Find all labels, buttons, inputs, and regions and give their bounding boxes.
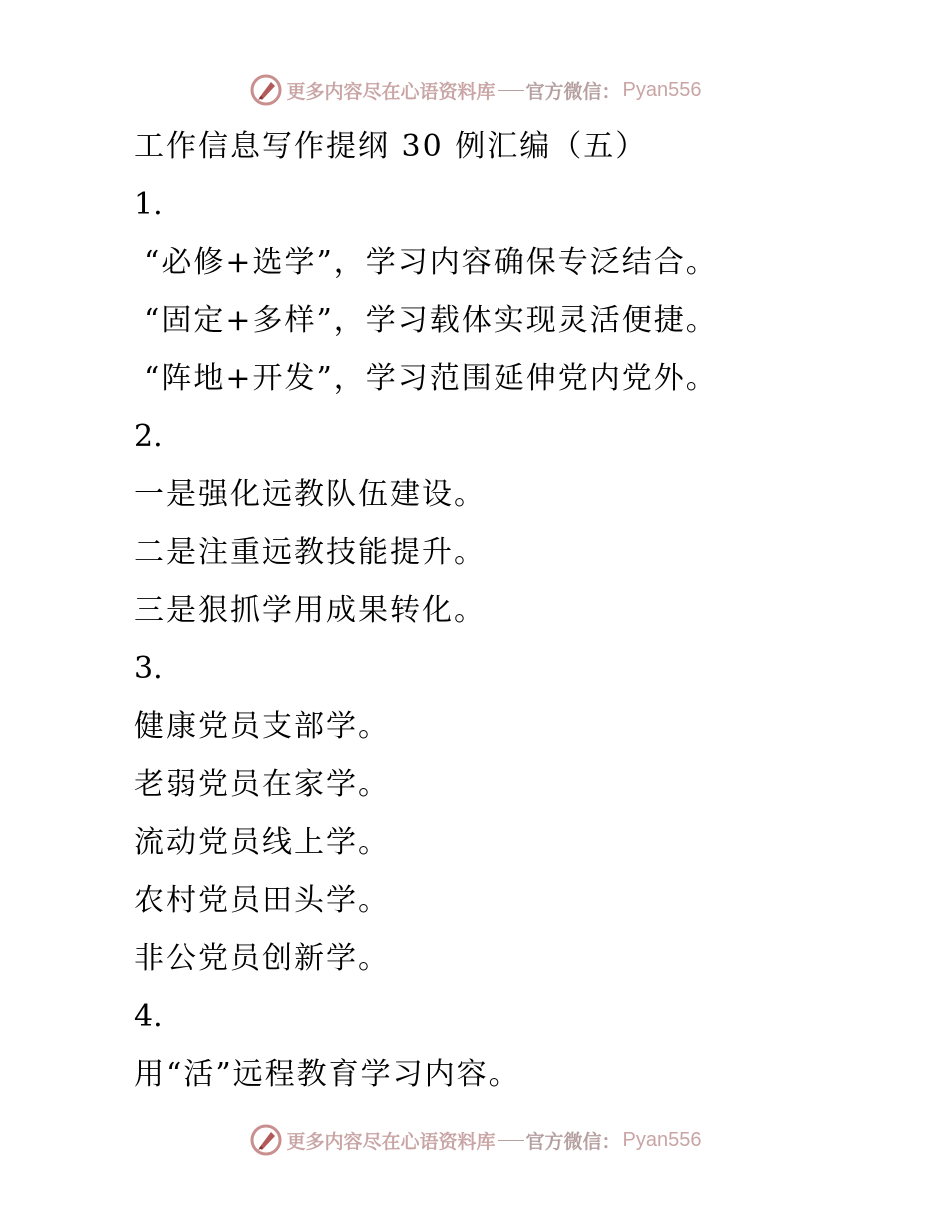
document-body	[134, 118, 914, 1104]
item-number-1: 1.	[134, 187, 163, 222]
banner-dash	[498, 1140, 524, 1141]
item-number-4: 4.	[134, 999, 163, 1034]
text-line: “必修+选学”，学习内容确保专泛结合。	[144, 245, 718, 280]
banner-brand-text: 更多内容尽在心语资料库	[286, 1130, 496, 1153]
item-number-3: 3.	[134, 651, 163, 686]
text-line: 老弱党员在家学。	[134, 767, 390, 802]
text-line: 健康党员支部学。	[134, 709, 390, 744]
text-line: 流动党员线上学。	[134, 825, 390, 860]
banner-wechat-id: Pyan556	[622, 1128, 702, 1151]
banner-brand-text: 更多内容尽在心语资料库	[286, 80, 496, 103]
text-line: “固定+多样”，学习载体实现灵活便捷。	[144, 303, 718, 338]
text-line: 用“活”远程教育学习内容。	[134, 1057, 521, 1092]
banner-dash	[498, 90, 524, 91]
pen-nib-circle-icon	[249, 73, 283, 107]
footer-watermark-banner	[0, 1120, 950, 1160]
banner-official-label: 官方微信：	[525, 1130, 621, 1153]
text-line: 一是强化远教队伍建设。	[134, 477, 486, 512]
text-line: 非公党员创新学。	[134, 941, 390, 976]
item-number-2: 2.	[134, 419, 163, 454]
text-line: 二是注重远教技能提升。	[134, 535, 486, 570]
text-line: “阵地+开发”，学习范围延伸党内党外。	[144, 361, 718, 396]
document-title: 工作信息写作提纲 30 例汇编（五）	[134, 129, 648, 164]
text-line: 农村党员田头学。	[134, 883, 390, 918]
pen-nib-circle-icon	[249, 1123, 283, 1157]
text-line: 三是狠抓学用成果转化。	[134, 593, 486, 628]
header-watermark-banner	[0, 70, 950, 110]
banner-wechat-id: Pyan556	[622, 78, 702, 101]
banner-official-label: 官方微信：	[525, 80, 621, 103]
